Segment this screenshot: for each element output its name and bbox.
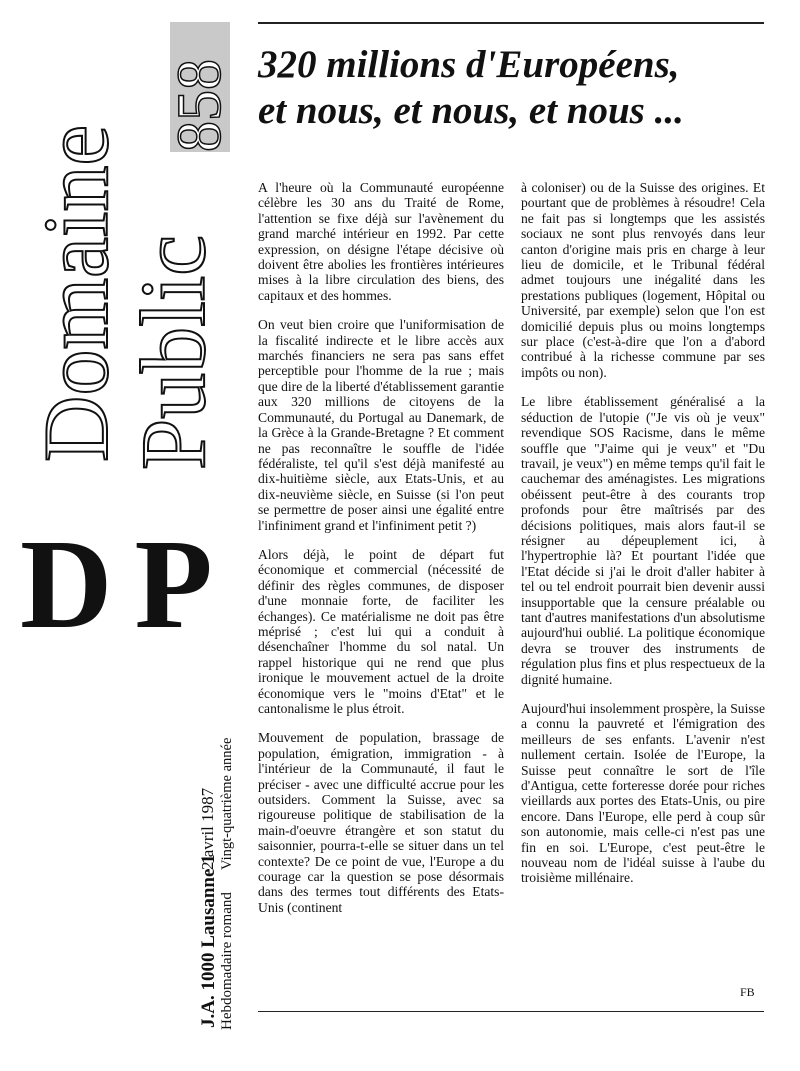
- publication-type: Hebdomadaire romand: [219, 892, 235, 1030]
- author-signature: FB: [740, 985, 755, 999]
- paragraph: On veut bien croire que l'uniformisation de la fiscalité indirecte et le libre accès aux marchés financiers ne sera pas sans effet perceptible pour l'homme de la rue ; mais que dire de la liberté d'établissement garantie aux 320 millions de citoyens de la Communauté, du Portugal au Danemark, de la Grèce à la Grande-Bretagne ? Et comment ne pas reconnaître le souffle de l'idée fédéraliste, tel qu'il s'est déjà manifesté au dix-huitième siècle, aux Etats-Unis, et au dix-neuvième siècle, en Suisse (si l'on peut se permettre de poser ainsi une égalité entre l'infiniment grand et l'infiniment petit ?): [258, 317, 504, 533]
- paragraph: Alors déjà, le point de départ fut économique et commercial (nécessité de définir des règles communes, de disposer d'une monnaie forte, de faciliter les échanges). Ce matérialisme ne doit pas être méprisé ; c'est lui qui a conduit à désenchaîner l'homme du sol natal. Un rappel historique qui ne rend que plus ironique le mouvement actuel de la droite économique vers le "moins d'Etat" et le cantonalisme le plus étroit.: [258, 546, 504, 716]
- issue-number: 858: [166, 59, 234, 152]
- paragraph: Aujourd'hui insolemment prospère, la Suisse a connu la pauvreté et l'émigration des meilleurs de ses enfants. L'avenir n'est nullement certain. Isolée de l'Europe, la Suisse peut connaître le sort de l'île d'Antigua, cette forteresse dorée pour riches vieillards aux portes des Etats-Unis, ou pire encore. Dans l'Europe, elle perd à coup sûr son autonomie, mais celle-ci n'est pas une fin en soi. L'Europe, c'est peut-être le nouveau nom de l'idéal suisse à l'aube du troisième millénaire.: [521, 701, 765, 886]
- paragraph: Le libre établissement généralisé a la séduction de l'utopie ("Je vis où je veux" revendique SOS Racisme, dans le même souffle que "J'aime qui je veux" et "Du travail, je veux") en même temps qu'il fait le cauchemar des aménagistes. Les migrations obéissent peut-être à des courants trop profonds pour être maîtrisés par des décisions politiques, mais alors faut-il se résigner au dépeuplement ici, à l'hypertrophie là? Et pourtant l'idée que l'Etat décide si j'ai le droit d'aller habiter à tel ou tel endroit pourrait bien devenir aussi insupportable que la censure préalable ou tant d'autres manifestations d'un absolutisme aujourd'hui oublié. La politique économique devra se trouver des instruments de régulation plus fins et plus respectueux de la dignité humaine.: [521, 394, 765, 687]
- article-headline: [258, 42, 778, 134]
- paragraph: A l'heure où la Communauté européenne célèbre les 30 ans du Traité de Rome, l'attention se fixe déjà sur l'avènement du grand marché intérieur en 1992. Par cette expression, on désigne l'étape décisive où doivent être abolies les frontières intérieures mises à la libre circulation des biens, des capitaux et des hommes.: [258, 180, 504, 303]
- postal-info: J.A. 1000 Lausanne 1: [198, 854, 219, 1028]
- article-column-2: [521, 180, 765, 900]
- masthead-title-domaine: Domaine: [25, 124, 127, 462]
- publication-year: Vingt-quatrième année: [219, 737, 235, 870]
- masthead-title-public: Public: [122, 234, 224, 470]
- top-rule: [258, 22, 764, 24]
- issue-date: 2 avril 1987: [198, 787, 217, 870]
- paragraph: Mouvement de population, brassage de population, émigration, immigration - à l'intérieur de la Communauté, il faut le préciser - avec une difficulté accrue pour les outsiders. Comment la Suisse, avec sa rigoureuse politique de stabilisation de la main-d'oeuvre étrangère et son statut du saisonnier, pourra-t-elle se situer dans un tel contexte? De ce point de vue, l'Europe a du courage car la question se pose désormais dans des termes tout différents des Etats-Unis (continent: [258, 730, 504, 915]
- masthead: [0, 0, 258, 1071]
- bottom-rule: [258, 1011, 764, 1012]
- article-column-1: [258, 180, 504, 929]
- paragraph: à coloniser) ou de la Suisse des origines. Et pourtant que de problèmes à résoudre! Cela ne fait pas si longtemps que les assistés sociaux ne sont plus renvoyés dans leur canton d'origine mais pris en charge à leur lieu de domicile, et le Tribunal fédéral admet toujours une inégalité dans les prestations publiques (logement, Hôpital ou Université, par exemple) selon que l'on est domicilié depuis plus ou moins longtemps sur place (c'est-à-dire que l'on a d'abord contribué à la richesse commune par ses impôts ou non).: [521, 180, 765, 380]
- dp-logo: DP: [20, 513, 235, 655]
- headline-line-2: et nous, et nous, et nous ...: [258, 89, 684, 132]
- headline-line-1: 320 millions d'Européens,: [258, 43, 680, 86]
